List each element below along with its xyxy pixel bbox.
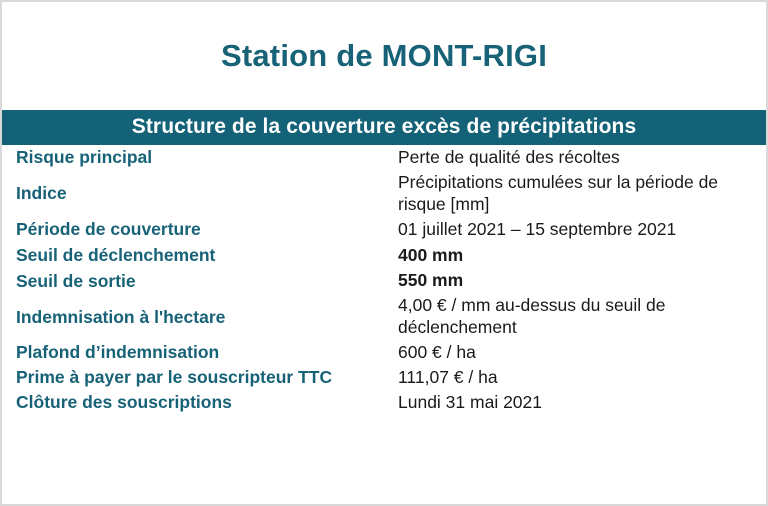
table-row: [2, 294, 766, 340]
page-title: Station de MONT-RIGI: [220, 38, 548, 73]
row-label: Seuil de déclenchement: [16, 244, 216, 265]
row-value: 600 € / ha: [398, 342, 476, 362]
row-label: Indice: [16, 183, 67, 204]
table-row: [2, 171, 766, 217]
section-header: Structure de la couverture excès de précipitations: [2, 110, 766, 145]
table-row: [2, 390, 766, 416]
row-label: Plafond d’indemnisation: [16, 342, 220, 363]
row-label: Période de couverture: [16, 219, 201, 240]
table-row: [2, 243, 766, 269]
coverage-structure-table: [2, 145, 766, 416]
row-value: 400 mm: [398, 244, 464, 265]
table-row: [2, 268, 766, 294]
row-value: Lundi 31 mai 2021: [398, 391, 542, 412]
title-zone: [2, 2, 766, 110]
row-value: 4,00 € / mm au-dessus du seuil de déclenchement: [398, 295, 666, 338]
row-label: Seuil de sortie: [16, 270, 136, 291]
row-label: Indemnisation à l'hectare: [16, 306, 226, 327]
table-row: [2, 217, 766, 243]
table-row: [2, 366, 766, 390]
row-value: 550 mm: [398, 270, 464, 291]
table-row: [2, 340, 766, 366]
row-label: Clôture des souscriptions: [16, 392, 232, 413]
row-value: 01 juillet 2021 – 15 septembre 2021: [398, 218, 677, 239]
row-label: Prime à payer par le souscripteur TTC: [16, 367, 333, 388]
row-value: 111,07 € / ha: [398, 366, 498, 387]
table-row: [2, 145, 766, 171]
row-value: Précipitations cumulées sur la période de risque [mm]: [398, 171, 719, 214]
row-label: Risque principal: [16, 147, 153, 168]
row-value: Perte de qualité des récoltes: [398, 147, 620, 167]
